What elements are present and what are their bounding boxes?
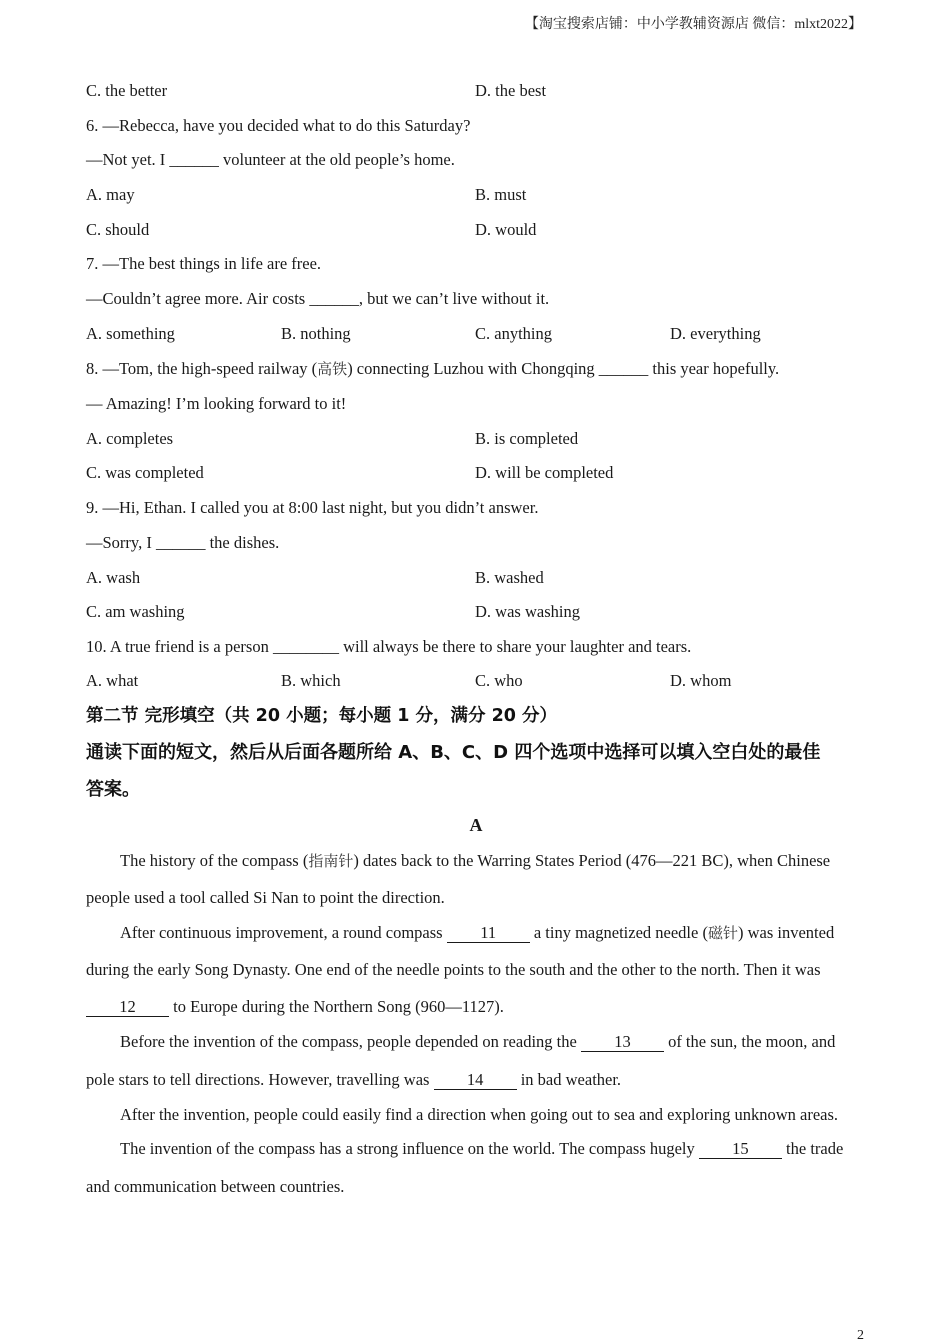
passage-p2-line2: during the early Song Dynasty. One end of the needle points to the south and the other to the north. Then it was [86, 960, 821, 979]
q6-answer-pre: —Not yet. I [86, 150, 170, 169]
q6-option-c: C. should [86, 220, 150, 239]
passage-p2-line3 [86, 997, 866, 1017]
q6-blank: ______ [169, 150, 219, 169]
passage-p3-line1 [86, 1032, 900, 1052]
section-instruction: 通读下面的短文，然后从后面各题所给 A、B、C、D 四个选项中选择可以填入空白处的最佳 [86, 742, 821, 763]
q9-option-c: C. am washing [86, 602, 185, 621]
q8-chinese-gloss: 高铁 [317, 360, 348, 378]
section-title: 第二节 完形填空（共 20 小题；每小题 1 分，满分 20 分） [86, 706, 558, 726]
q7-option-c: C. anything [475, 324, 552, 343]
q6-answer-post: volunteer at the old people’s home. [218, 150, 455, 169]
q10-option-a: A. what [86, 671, 139, 690]
q8-question-pre: 8. —Tom, the high-speed railway ( [86, 359, 318, 378]
q7-question: 7. —The best things in life are free. [86, 254, 322, 273]
q6-option-a: A. may [86, 185, 135, 204]
q10-option-c: C. who [475, 671, 523, 690]
q10-question: 10. A true friend is a person ________ will always be there to share your laughter and tears. [86, 637, 692, 656]
q7-answer-line: —Couldn’t agree more. Air costs ______, but we can’t live without it. [86, 289, 550, 308]
p1-text-post: ) dates back to the Warring States Period (476—221 BC), when Chinese [353, 851, 831, 870]
blank-13: 13 [581, 1033, 664, 1052]
q8-option-d: D. will be completed [475, 463, 614, 482]
passage-p2-line1 [86, 923, 900, 943]
passage-p3-line2 [86, 1070, 866, 1090]
p3-line2-post: in bad weather. [516, 1070, 622, 1089]
q8-answer-line: — Amazing! I’m looking forward to it! [86, 394, 347, 413]
p2-line3-post: to Europe during the Northern Song (960—1127). [169, 997, 504, 1016]
passage-p1-line2: people used a tool called Si Nan to point the direction. [86, 888, 445, 907]
q7-option-a: A. something [86, 324, 175, 343]
q9-option-a: A. wash [86, 568, 141, 587]
q8-question-post: ) connecting Luzhou with Chongqing ______ this year hopefully. [347, 359, 780, 378]
blank-12: 12 [86, 998, 169, 1017]
q6-answer-line [86, 150, 455, 170]
p3-line2-pre: pole stars to tell directions. However, travelling was [86, 1070, 434, 1089]
q7-option-b: B. nothing [281, 324, 351, 343]
blank-15: 15 [699, 1140, 782, 1159]
p3-text-post: of the sun, the moon, and [663, 1032, 836, 1051]
p3-text-pre: Before the invention of the compass, people depended on reading the [120, 1032, 581, 1051]
passage-p4: After the invention, people could easily find a direction when going out to sea and exploring unknown areas. [120, 1105, 839, 1124]
p2-text-post: ) was invented [737, 923, 835, 942]
page-number: 2 [857, 1328, 864, 1343]
blank-14: 14 [434, 1071, 517, 1090]
p5-text-pre: The invention of the compass has a strong influence on the world. The compass hugely [120, 1139, 699, 1158]
p1-chinese-gloss: 指南针 [308, 852, 354, 870]
q9-question: 9. —Hi, Ethan. I called you at 8:00 last night, but you didn’t answer. [86, 498, 539, 517]
q6-option-b: B. must [475, 185, 527, 204]
p2-text-mid: a tiny magnetized needle ( [529, 923, 708, 942]
p5-text-post: the trade [781, 1139, 844, 1158]
q6-option-d: D. would [475, 220, 537, 239]
p2-chinese-gloss: 磁针 [707, 924, 738, 942]
q10-option-d: D. whom [670, 671, 732, 690]
passage-p5-line2: and communication between countries. [86, 1177, 345, 1196]
q8-option-c: C. was completed [86, 463, 204, 482]
q9-option-b: B. washed [475, 568, 544, 587]
q9-answer-line: —Sorry, I ______ the dishes. [86, 533, 280, 552]
q8-question [86, 359, 779, 379]
p2-text-pre: After continuous improvement, a round compass [120, 923, 447, 942]
passage-p1-line1 [86, 851, 900, 871]
p1-text-pre: The history of the compass ( [120, 851, 309, 870]
blank-11: 11 [447, 924, 530, 943]
q8-option-b: B. is completed [475, 429, 579, 448]
section-instruction-cont: 答案。 [86, 779, 140, 800]
passage-heading: A [469, 815, 483, 835]
q10-option-b: B. which [281, 671, 341, 690]
q5-option-d: D. the best [475, 81, 547, 100]
page-header: 【淘宝搜索店铺：中小学教辅资源店 微信：mlxt2022】 [524, 17, 862, 32]
q6-question: 6. —Rebecca, have you decided what to do this Saturday? [86, 116, 471, 135]
q8-option-a: A. completes [86, 429, 174, 448]
q9-option-d: D. was washing [475, 602, 580, 621]
q7-option-d: D. everything [670, 324, 761, 343]
q5-option-c: C. the better [86, 81, 168, 100]
passage-p5-line1 [86, 1139, 900, 1159]
